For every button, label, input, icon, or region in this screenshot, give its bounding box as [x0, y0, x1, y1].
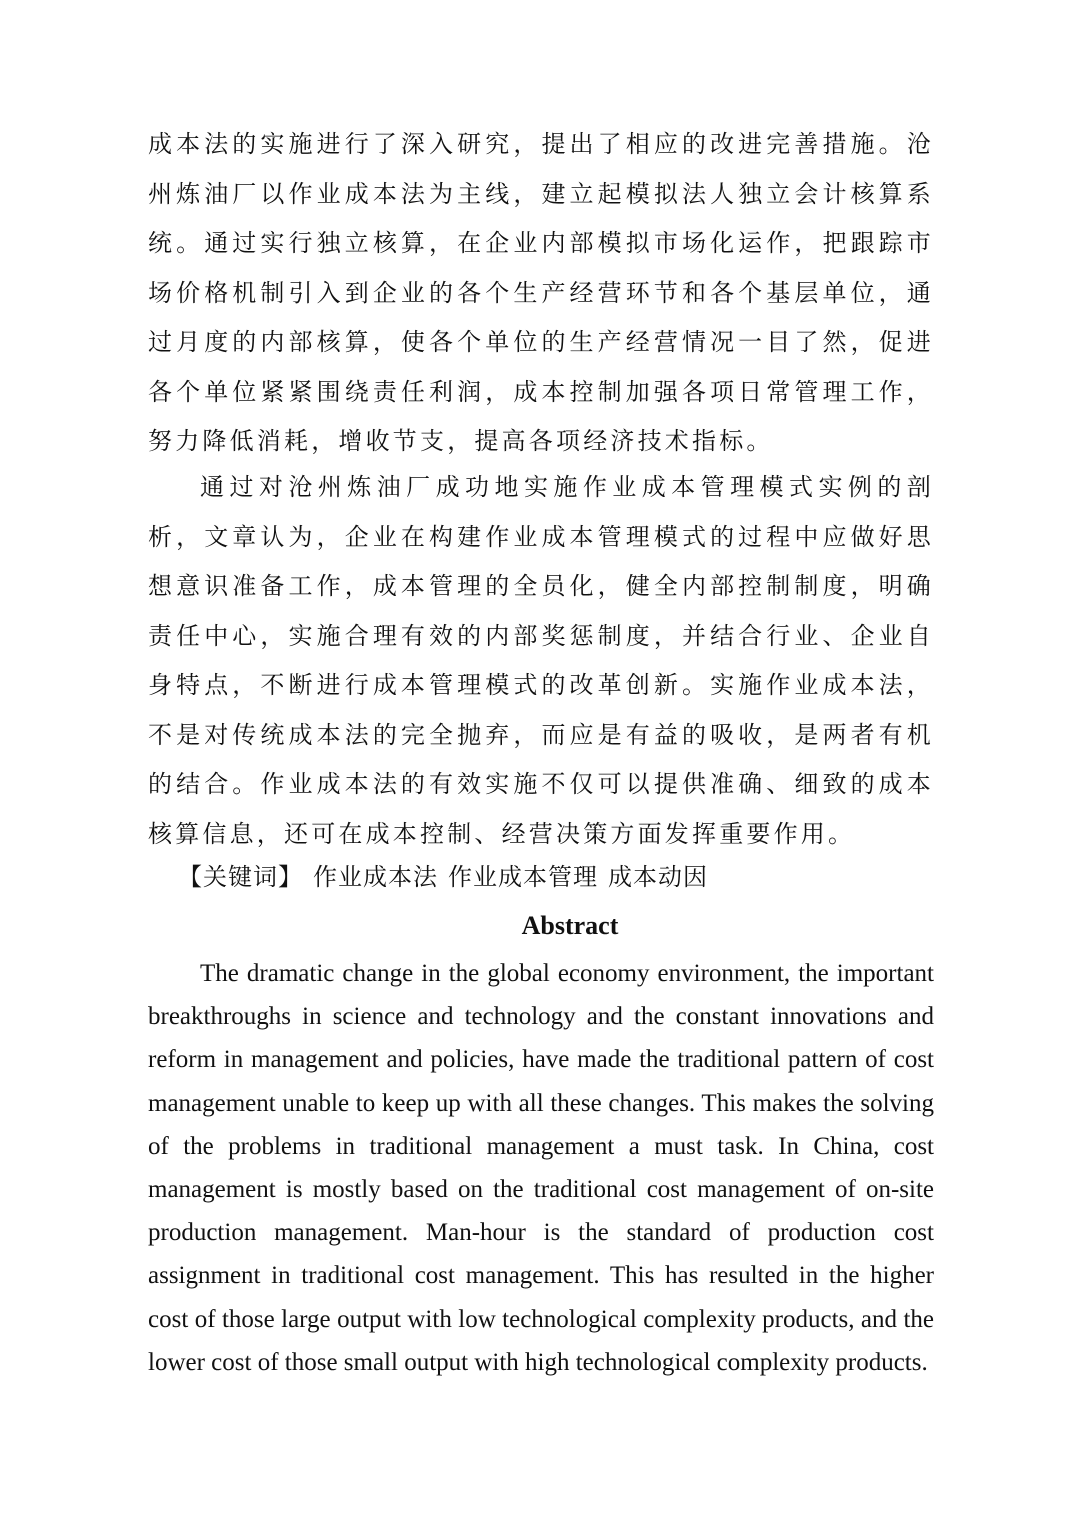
chinese-abstract-paragraph-1: [148, 120, 934, 467]
keyword-item: 成本动因: [608, 863, 708, 891]
chinese-paragraph-text: 成本法的实施进行了深入研究，提出了相应的改进完善措施。沧州炼油厂以作业成本法为主线，建立起模拟法人独立会计核算系统。通过实行独立核算，在企业内部模拟市场化运作，把跟踪市场价格机制引入到企业的各个生产经营环节和各个基层单位，通过月度的内部核算，使各个单位的生产经营情况一目了然，促进各个单位紧紧围绕责任利润，成本控制加强各项日常管理工作，努力降低消耗，增收节支，提高各项经济技术指标。: [148, 130, 934, 455]
chinese-paragraph-text: 通过对沧州炼油厂成功地实施作业成本管理模式实例的剖析，文章认为，企业在构建作业成本管理模式的过程中应做好思想意识准备工作，成本管理的全员化，健全内部控制制度，明确责任中心，实施合理有效的内部奖惩制度，并结合行业、企业自身特点，不断进行成本管理模式的改革创新。实施作业成本法，不是对传统成本法的完全抛弃，而应是有益的吸收，是两者有机的结合。作业成本法的有效实施不仅可以提供准确、细致的成本核算信息，还可在成本控制、经营决策方面发挥重要作用。: [148, 473, 934, 848]
keywords-label: 【关键词】: [178, 863, 303, 891]
keywords-line: [178, 853, 718, 903]
english-abstract-paragraph: The dramatic change in the global economy environment, the important breakthroughs in science and technology and the constant innovations and reform in management and policies, have made the traditional pattern of cost management unable to keep up with all these changes. This makes the solving of the problems in traditional management a must task. In China, cost management is mostly based on the traditional cost management of on-site production management. Man-hour is the standard of production cost assignment in traditional cost management. This has resulted in the higher cost of those large output with low technological complexity products, and the lower cost of those small output with high technological complexity products.: [148, 960, 934, 1376]
keyword-item: 作业成本管理: [448, 863, 598, 891]
chinese-abstract-paragraph-2: [148, 463, 934, 859]
abstract-heading: Abstract: [521, 911, 619, 940]
keyword-item: 作业成本法: [313, 863, 438, 891]
